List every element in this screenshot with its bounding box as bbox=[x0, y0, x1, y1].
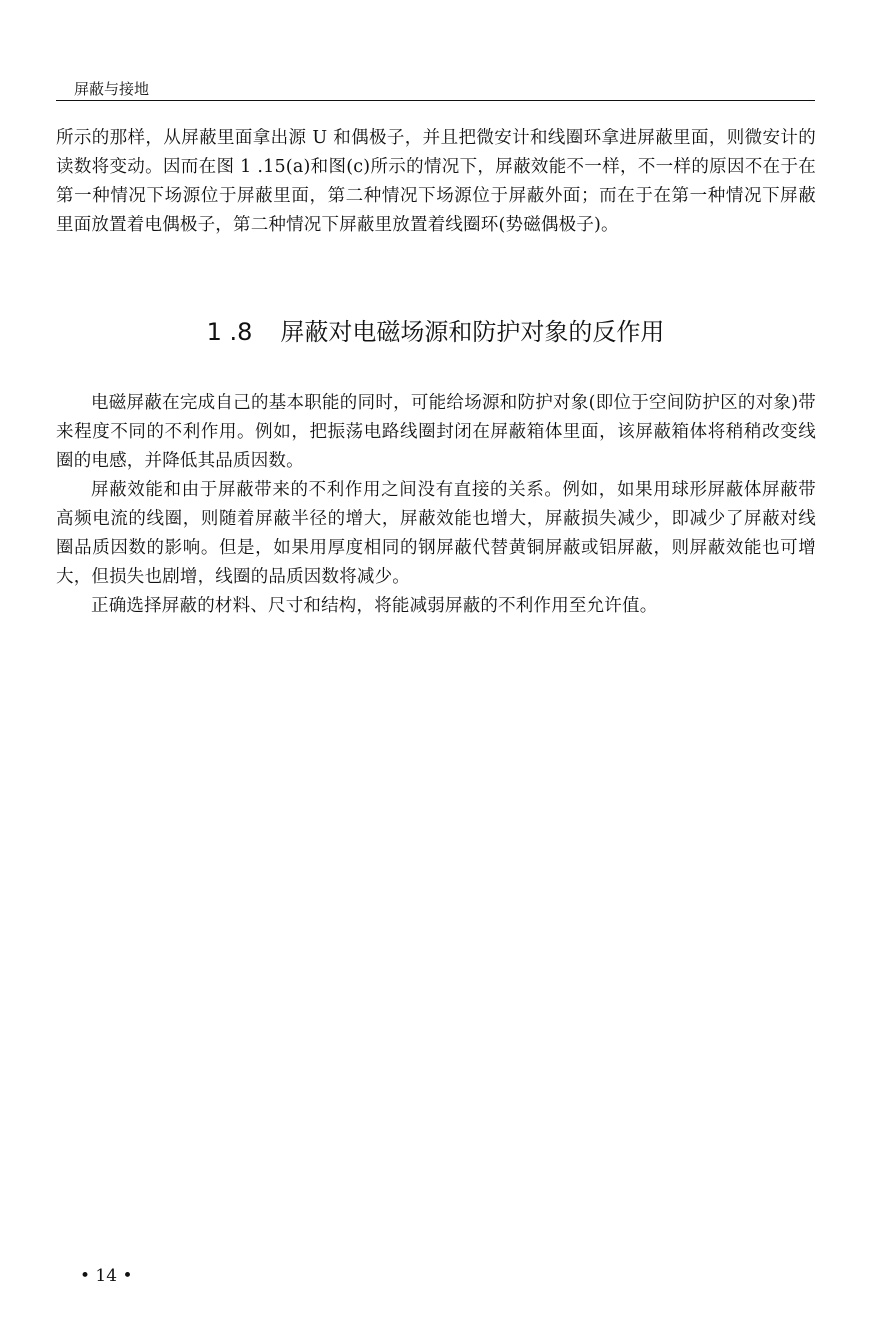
section-number: 1 .8 bbox=[206, 318, 253, 346]
paragraph-2: 屏蔽效能和由于屏蔽带来的不利作用之间没有直接的关系。例如，如果用球形屏蔽体屏蔽带高频电流的线圈，则随着屏蔽半径的增大，屏蔽效能也增大，屏蔽损失减少，即减少了屏蔽对线圈品质因数的影响。但是，如果用厚度相同的钢屏蔽代替黄铜屏蔽或铝屏蔽，则屏蔽效能也可增大，但损失也剧增，线圈的品质因数将减少。 bbox=[56, 480, 816, 587]
running-header-title: 屏蔽与接地 bbox=[74, 80, 150, 98]
running-header bbox=[56, 74, 815, 101]
section-title: 屏蔽对电磁场源和防护对象的反作用 bbox=[280, 318, 665, 346]
paragraph-3: 正确选择屏蔽的材料、尺寸和结构，将能减弱屏蔽的不利作用至允许值。 bbox=[91, 596, 658, 616]
intro-paragraph: 所示的那样，从屏蔽里面拿出源 U 和偶极子，并且把微安计和线圈环拿进屏蔽里面，则微安计的读数将变动。因而在图 1 .15(a)和图(c)所示的情况下，屏蔽效能不一样，不一样的原因不在于在第一种情况下场源位于屏蔽里面，第二种情况下场源位于屏蔽外面；而在于在第一种情况下屏蔽里面放置着电偶极子，第二种情况下屏蔽里放置着线圈环(势磁偶极子)。 bbox=[56, 128, 816, 235]
page-number: • 14 • bbox=[80, 1266, 133, 1286]
paragraph-1: 电磁屏蔽在完成自己的基本职能的同时，可能给场源和防护对象(即位于空间防护区的对象)带来程度不同的不利作用。例如，把振荡电路线圈封闭在屏蔽箱体里面，该屏蔽箱体将稍稍改变线圈的电感，并降低其品质因数。 bbox=[56, 393, 816, 471]
section-heading bbox=[0, 312, 871, 352]
